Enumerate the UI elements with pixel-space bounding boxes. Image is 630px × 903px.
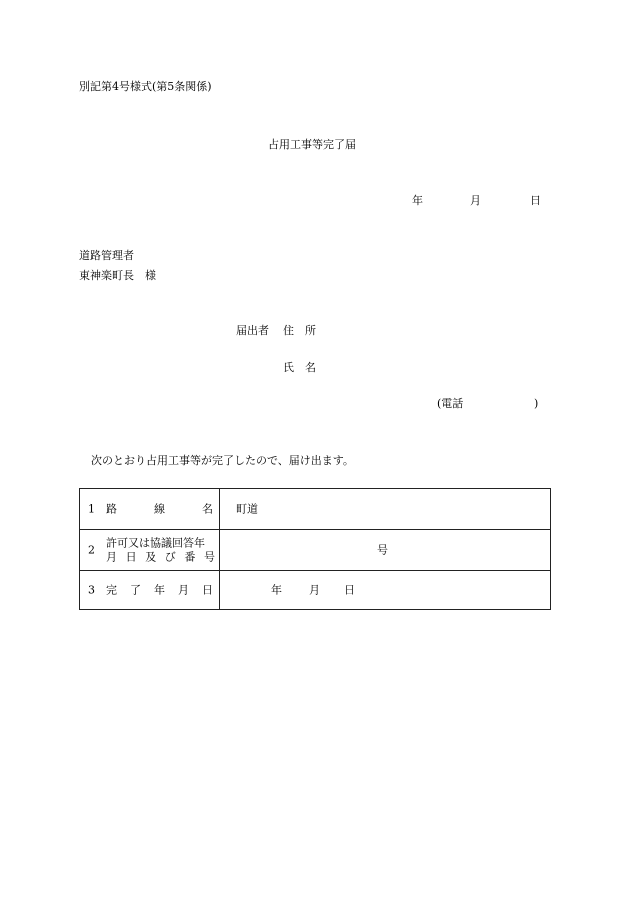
body-text: 次のとおり占用工事等が完了したので、届け出ます。 — [91, 454, 354, 467]
applicant-label: 届出者 — [236, 324, 269, 337]
label-char: 月 — [178, 583, 189, 597]
route-name-prefix: 町道 — [236, 502, 258, 516]
date-month-label: 月 — [470, 194, 481, 207]
name-label: 氏 名 — [283, 361, 316, 374]
label-char: 了 — [130, 583, 141, 597]
table-label-cell — [80, 571, 220, 609]
label-char: び — [164, 550, 176, 563]
label-char: 路 — [106, 502, 117, 516]
label-char: 名 — [202, 502, 213, 516]
route-name-label — [106, 504, 213, 515]
label-char: 線 — [154, 502, 165, 516]
completion-month-label: 月 — [309, 583, 320, 597]
form-reference: 別記第4号様式(第5条関係) — [79, 80, 212, 93]
label-char: 及 — [145, 550, 157, 563]
table-label-cell — [80, 530, 220, 570]
permit-label-line2 — [106, 550, 215, 564]
date-day-label: 日 — [530, 194, 541, 207]
completion-year-label: 年 — [271, 583, 282, 597]
phone-close-label: ) — [534, 397, 539, 410]
completion-date-label — [106, 585, 213, 596]
completion-details-table — [79, 488, 551, 610]
row-number: 2 — [88, 543, 95, 557]
completion-date-field[interactable] — [220, 571, 550, 609]
permit-info-label — [106, 536, 215, 564]
label-char: 日 — [125, 550, 137, 563]
completion-day-label: 日 — [344, 583, 355, 597]
permit-info-field[interactable] — [220, 530, 550, 570]
table-row-route-name — [80, 489, 550, 529]
label-char: 月 — [106, 550, 117, 563]
permit-label-line1: 許可又は協議回答年 — [106, 536, 205, 550]
route-name-field[interactable] — [220, 489, 550, 529]
addressee-line1: 道路管理者 — [79, 249, 134, 262]
addressee-line2: 東神楽町長 様 — [79, 269, 156, 282]
label-char: 番 — [184, 550, 196, 563]
table-label-cell — [80, 489, 220, 529]
date-year-label: 年 — [412, 194, 423, 207]
table-row-permit-info — [80, 529, 550, 570]
phone-open-label: (電話 — [437, 397, 464, 410]
row-number: 1 — [88, 502, 95, 516]
row-number: 3 — [88, 583, 95, 597]
address-label: 住 所 — [283, 324, 316, 337]
page-title: 占用工事等完了届 — [268, 138, 356, 151]
label-char: 年 — [154, 583, 165, 597]
label-char: 日 — [202, 583, 213, 597]
permit-number-suffix: 号 — [377, 543, 388, 557]
label-char: 完 — [106, 583, 117, 597]
label-char: 号 — [203, 550, 215, 563]
table-row-completion-date — [80, 570, 550, 609]
